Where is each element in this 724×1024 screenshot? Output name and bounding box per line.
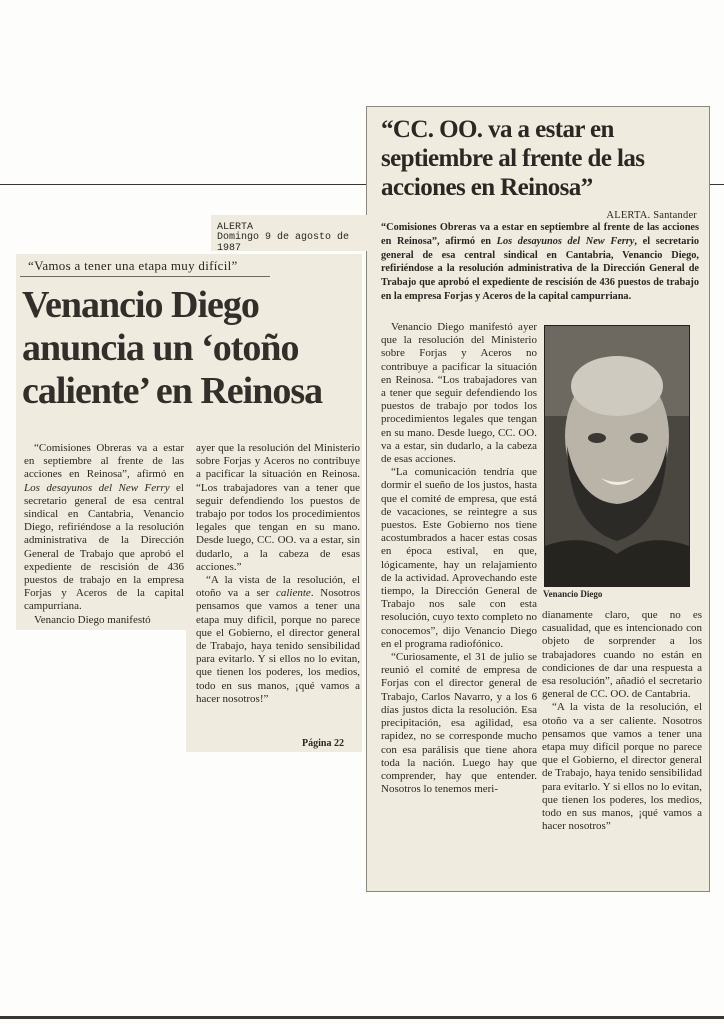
right-column-2 (542, 609, 702, 833)
right-col2-paragraph: dianamente claro, que no es casualidad, que es intencionado con objeto de sorprender a los trabajadores cuando no están en condiciones de dar una respuesta a esa resolución”, añadió el secretario general de CC. OO. de Cantabria. (542, 609, 702, 701)
right-col1-paragraph: Venancio Diego manifestó ayer que la resolución del Ministerio sobre Forjas y Aceros no contribuye a pacificar la situación en Reinosa. “Los trabajadores van a tener que seguir defendiendo los puestos de trabajo por todos los procedimientos legales que tengan en su mano. Desde luego, CC. OO. va a estar, sin dudarlo, a la cabeza de esas acciones. (381, 321, 537, 466)
source-date: Domingo 9 de agosto de 1987 (217, 232, 350, 254)
left-article-clipping (16, 254, 362, 749)
portrait-illustration (545, 326, 689, 586)
left-lead-text-a: “Comisiones Obreras va a estar en septiembre al frente de las acciones en Reinosa”, afirmó en (24, 442, 184, 481)
lead-text-a: “Comisiones Obreras va a estar en septiembre al frente de las acciones en Reinosa”, afirmó en (381, 222, 699, 247)
left-col2-paragraph: ayer que la resolución del Ministerio sobre Forjas y Aceros no contribuye a pacificar la situación en Reinosa. “Los trabajadores van a tener que seguir defendiendo los puestos de trabajo por todos los procedimientos legales que tengan en su mano. Desde luego, CC. OO. va a estar, sin dudarlo, a la cabeza de esas acciones.” (196, 442, 360, 573)
left-col2-text-a: “A la vista de la resolución, el otoño va a ser (196, 574, 360, 600)
left-lead-text-b: el secretario general de esa central sindical en Cantabria, Venancio Diego, refiriéndose a la resolución administrativa de la Dirección General de Trabajo que aprobó el expediente de rescisión de 436 puestos de trabajo en la empresa Forjas y Aceros de la capital campurriana. (24, 481, 184, 613)
right-headline: “CC. OO. va a estar en septiembre al frente de las acciones en Reinosa” (381, 116, 645, 201)
right-col1-paragraph: “La comunicación tendría que dormir el sueño de los justos, hasta que el comité de empresa, que está de vacaciones, se reintegre a sus puestos. Este Gobierno nos tiene acostumbrados a hacer estas cosas en época estival, en que, lógicamente, hay un relajamiento de la actividad. Aprovechando este tiempo, la Dirección General de Trabajo nos sale con esta resolución, cuyo texto completo no conocemos”, dijo Venancio Diego en el programa radiofónico. (381, 466, 537, 650)
left-kicker: “Vamos a tener una etapa muy difícil” (28, 258, 238, 273)
right-col2-paragraph: “A la vista de la resolución, el otoño va a ser caliente. Nosotros pensamos que vamos a tener una etapa muy difícil porque no parece que el Gobierno, el director general de Trabajo, haya tenido sensibilidad para evitarlo. Y si ellos no lo evitan, que tienen los poderes, los medios, todo en sus manos, ¡qué vamos a hacer nosotros” (542, 701, 702, 833)
lead-text-b: , el secretario general de esa central sindical en Cantabria, Venancio Diego, refiriéndose a la resolución administrativa de la Dirección General de Trabajo que aprobó el expediente de rescisión de 436 puestos de trabajo en la empresa Forjas y Aceros de la capital campurriana. (381, 235, 699, 302)
photo-caption: Venancio Diego (543, 589, 603, 599)
source-tag (211, 215, 369, 254)
right-article-clipping (366, 106, 710, 892)
left-column-1 (24, 442, 184, 627)
left-col2-paragraph (196, 574, 360, 706)
lead-program-name: Los desayunos del New Ferry (496, 235, 635, 247)
left-column-2 (196, 442, 360, 706)
left-program-name: Los desayunos del New Ferry (24, 481, 170, 494)
right-dateline: ALERTA. Santander (606, 210, 697, 221)
left-col1-paragraph: Venancio Diego manifestó (34, 613, 151, 626)
source-paper-name: ALERTA (217, 222, 254, 233)
page-reference: Página 22 (302, 738, 344, 749)
right-lead-paragraph (381, 221, 699, 304)
portrait-photo (544, 325, 690, 587)
scan-bottom-edge (0, 1016, 724, 1019)
right-column-1 (381, 321, 537, 796)
right-col1-paragraph: “Curiosamente, el 31 de julio se reunió el comité de empresa de Forjas con el director general de Trabajo, Carlos Navarro, y a los 6 días justos dicta la resolución. Esa precipitación, esa agilidad, esa rapidez, no se corresponde mucho con esa parálisis que tiene ahora toda la nación. Luego hay que comprender, hay que entender. Nosotros lo tenemos meri- (381, 651, 537, 796)
left-col2-text-b: . Nosotros pensamos que vamos a tener una etapa muy difícil, porque no parece que el Gobierno, el director general de Trabajo, haya tenido sensibilidad para evitarlo. Y si ellos no lo evitan, que tienen los poderes, los medios, todo en sus manos, ¡qué vamos a hacer nosotros!” (196, 587, 360, 705)
left-col2-emphasis: caliente (275, 587, 311, 600)
kicker-rule (20, 276, 270, 277)
left-col1-paragraph (24, 442, 184, 614)
left-headline: Venancio Diego anuncia un ‘otoño caliente’ en Reinosa (22, 284, 323, 412)
